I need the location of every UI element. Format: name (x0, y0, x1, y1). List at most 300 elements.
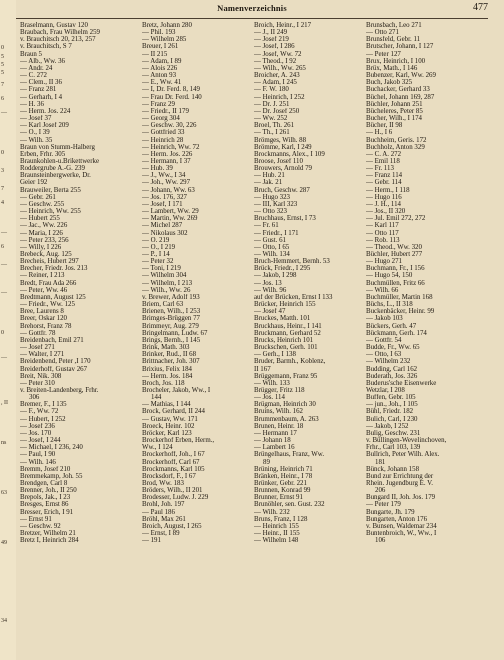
index-entry: Bruch-Hemmert, Bernh. 53 (254, 258, 330, 266)
index-entry: Bretz I, Heinrich 284 (20, 537, 79, 545)
index-entry: — Otto 117 (366, 229, 399, 237)
index-entry: — Paul 186 (142, 508, 175, 516)
index-entry: Brux, Heinrich, I 100 (366, 57, 426, 65)
margin-mark: — (1, 230, 7, 236)
index-entry: — Wilh. 146 (20, 458, 56, 466)
index-entry: — Peter 127 (366, 50, 401, 58)
index-entry: — Hubert 255 (20, 215, 60, 223)
index-entry: Brings, Bernh., I 145 (142, 336, 201, 344)
index-entry: — Wilhelm, I 213 (142, 279, 193, 287)
index-entry: Brunner, Ernst 91 (254, 494, 303, 502)
index-entry: Brunöhler, sen. Gust. 232 (254, 501, 325, 509)
index-entry: — Jul. Emil 272, 272 (366, 215, 426, 223)
index-entry: v. Breiten-Landenberg, Frhr. (20, 386, 99, 394)
index-entry: Broicher, A. 243 (254, 72, 300, 80)
index-entry: Budde, Fr., Ww. 65 (366, 344, 420, 352)
index-entry: Brocheler, Jakob, Ww., I (142, 386, 211, 394)
index-entry: — Josef 219 (254, 36, 289, 44)
index-entry: Frhr., Carl 103, 139 (366, 444, 421, 452)
margin-mark: — (1, 355, 7, 361)
index-entry: Brunsfeld, Gebr. 11 (366, 36, 421, 44)
index-entry: Brouwers, Arnold 79 (254, 165, 312, 173)
index-entry: — Gottfr. 54 (366, 336, 402, 344)
index-entry: Bruckschen, Gerh. 101 (254, 344, 318, 352)
index-entry: Brocksdorf, F., I 67 (142, 472, 196, 480)
index-entry: Bruckmann, Gerhard 52 (254, 329, 321, 337)
index-entry: Bückers, Gerh. 47 (366, 322, 417, 330)
index-entry: — Jak. 21 (254, 179, 283, 187)
index-entry: — Peter 32 (142, 258, 174, 266)
margin-mark: 34 (1, 618, 7, 624)
index-entry: Bubenzer, Karl, Ww. 269 (366, 72, 436, 80)
index-entry: — E., Ww. 41 (142, 79, 182, 87)
index-entry: Buckenbäcker, Heinr. 99 (366, 308, 435, 316)
index-entry: — Rob. 113 (366, 236, 400, 244)
index-column-2 (142, 22, 252, 544)
index-page (16, 0, 504, 660)
index-entry: — Josef, Ww. 72 (254, 50, 302, 58)
index-entry: 206 (375, 487, 386, 495)
index-entry: — Otto, I 63 (366, 351, 402, 359)
index-entry: — Gebr. 261 (20, 193, 56, 201)
index-entry: Buchacker, Gerhard 33 (366, 86, 430, 94)
index-entry: II 167 (254, 365, 271, 373)
index-entry: Brod, Ww. 183 (142, 480, 184, 487)
index-entry: — Dr. J. 251 (254, 100, 290, 108)
index-entry: — Adam, I 89 (142, 57, 182, 65)
index-entry: — Fr. 113 (366, 165, 394, 173)
index-entry: Bückmann, Gerh. 174 (366, 329, 427, 337)
index-entry: — Walter, I 271 (20, 351, 65, 359)
index-entry: Brömges, Wilh. 88 (254, 136, 307, 144)
index-entry: Büchs, L., II 318 (366, 301, 413, 309)
margin-mark: 6 (1, 96, 4, 102)
index-entry: — F., Ww. 72 (20, 408, 59, 416)
index-entry: Braun 5 (20, 50, 43, 58)
index-entry: Brünker, Gebr. 221 (254, 480, 307, 487)
index-entry: Brimmeyr, Aug. 279 (142, 322, 199, 330)
index-entry: Buntenbroich, W., Ww., I (366, 530, 437, 538)
index-entry: Ww., I 124 (142, 444, 173, 452)
index-entry: Bulich, Carl, I 230 (366, 415, 418, 423)
index-entry: Broich, Heinr., I 217 (254, 22, 312, 29)
index-entry: Bretz, Johann 280 (142, 22, 192, 29)
index-entry: Bruder, Barmh., Koblenz, (254, 358, 326, 366)
index-entry: — Mathias, I 144 (142, 401, 191, 409)
index-entry: Roddergrube A.-G. 239 (20, 165, 85, 173)
index-entry: Brink, Math. 303 (142, 344, 190, 352)
index-entry: — O., I 39 (20, 129, 50, 137)
index-entry: — Herm. Jos. 224 (20, 107, 71, 115)
index-entry: — Wilh. 232 (254, 508, 290, 516)
index-entry: Breer, Oskar 120 (20, 315, 67, 323)
index-entry: Erben, Frhr. 305 (20, 150, 66, 158)
index-entry: Braselmann, Gustav 120 (20, 22, 88, 29)
index-entry: Bühl, Friedr. 182 (366, 408, 414, 416)
index-entry: — Heinrich, Ww. 72 (142, 143, 200, 151)
index-entry: — Johann 18 (254, 437, 291, 445)
previous-page-edge (0, 0, 17, 660)
margin-mark: 4 (1, 200, 4, 206)
index-entry: — Friedr., I 171 (254, 229, 299, 237)
index-entry: 89 (263, 458, 270, 466)
margin-mark: — (1, 290, 7, 296)
index-entry: Bree, Laurens 8 (20, 308, 64, 316)
margin-mark: — (1, 110, 7, 116)
index-entry: — Gebr. 114 (366, 179, 402, 187)
margin-mark: , II (1, 400, 8, 406)
index-entry: 306 (29, 394, 40, 402)
index-entry: Brock, Gerhard, II 244 (142, 408, 205, 416)
index-entry: Büchler, Johann 251 (366, 100, 423, 108)
index-entry: — Ernst, I 89 (142, 530, 180, 538)
index-entry: — Jakob 103 (366, 315, 403, 323)
index-entry: — Heinrich 155 (254, 522, 299, 530)
index-entry: Bresser, Erich, I 91 (20, 508, 74, 516)
index-entry: Bredtmann, August 125 (20, 293, 86, 301)
index-entry: — Peter 233, 256 (20, 236, 69, 244)
index-entry: Büchel, Johann 169, 287 (366, 93, 435, 101)
index-entry: — Reiner, I 213 (20, 272, 65, 280)
index-entry: Bremm, Josef 210 (20, 465, 71, 473)
margin-mark: 0 (1, 330, 4, 336)
index-entry: — Fr. 61 (254, 222, 279, 230)
index-entry: Brockerhof Erben, Herm., (142, 437, 215, 445)
index-entry: — Peter 179 (366, 501, 401, 509)
index-entry: — Geschw. 92 (20, 522, 61, 530)
index-entry: — Wilh. 134 (254, 251, 290, 258)
index-entry: — jun., Joh., I 105 (366, 401, 418, 409)
index-entry: Buchmann, Fr., I 156 (366, 265, 425, 273)
index-entry: Brüning, Heinrich 71 (254, 465, 313, 473)
index-entry: Broich, August, I 265 (142, 522, 202, 530)
index-entry: Brockerhoff, Carl 67 (142, 458, 200, 466)
index-entry: Bruins, Wilh. 162 (254, 408, 303, 416)
index-entry: — Josef, I 286 (254, 43, 295, 51)
index-entry: Buch, Jakob 325 (366, 79, 413, 87)
index-entry: Breit, Nik. 308 (20, 372, 62, 380)
index-entry: Bund zur Errichtung der (366, 472, 434, 480)
index-entry: — Hugo 54, 150 (366, 272, 413, 280)
index-entry: Brömme, Karl, I 249 (254, 143, 312, 151)
index-entry: Buderath, Jos. 326 (366, 372, 418, 380)
index-entry: Bruckes, Matth. 101 (254, 315, 311, 323)
index-entry: — C. A. 272 (366, 150, 402, 158)
index-entry: — Wilh., Ww. 265 (254, 64, 306, 72)
index-entry: — Wilh. 96 (254, 286, 287, 294)
index-entry: — Clem., II 36 (20, 79, 62, 87)
index-entry: — Heinrich, I 252 (254, 93, 305, 101)
index-entry: Bünck, Johann 158 (366, 465, 420, 473)
index-entry: — Maria, I 226 (20, 229, 63, 237)
index-entry: — Josef, I 171 (142, 200, 183, 208)
index-entry: — Franz 114 (366, 172, 403, 180)
index-entry: — Lambert, Ww. 29 (142, 208, 199, 216)
margin-mark: 3 (1, 168, 4, 174)
index-entry: — Franz 29 (142, 100, 175, 108)
index-entry: Brügger, Fritz 118 (254, 386, 305, 394)
index-entry: — Nikolaus 302 (142, 229, 188, 237)
index-entry: — O. 219 (142, 236, 170, 244)
index-entry: Büchler, Hubert 277 (366, 251, 423, 258)
index-entry: Broeck, Heinr. 102 (142, 422, 195, 430)
index-entry: — Gust. 61 (254, 236, 286, 244)
index-entry: Broel, Th. 261 (254, 122, 295, 130)
index-entry: — Theod., I 92 (254, 57, 297, 65)
index-entry: Bremer, F., I 135 (20, 401, 67, 409)
margin-mark: 7 (1, 186, 4, 192)
index-column-4 (366, 22, 476, 544)
index-entry: — Emil 118 (366, 157, 400, 165)
index-entry: — II 215 (142, 50, 168, 58)
index-entry: 181 (375, 458, 386, 466)
margin-mark: 5 (1, 62, 4, 68)
index-entry: Bücher, II 98 (366, 122, 403, 130)
index-entry: — Andr. 24 (20, 64, 53, 72)
margin-mark: ns (1, 440, 7, 446)
index-entry: — Jos. 170 (20, 429, 52, 437)
index-entry: — Heinrich 28 (142, 136, 184, 144)
index-entry: Bungarte, Jh. 179 (366, 508, 415, 516)
index-entry: Breidenbach, Emil 271 (20, 336, 84, 344)
index-entry: — J. H., 114 (366, 200, 401, 208)
index-entry: — Geschw. 255 (20, 200, 65, 208)
index-entry: Bungarten, Anton 176 (366, 515, 428, 523)
index-entry: — C. 272 (20, 72, 47, 80)
index-entry: — Hubert, I 252 (20, 415, 66, 423)
index-entry: — I, Dr. Ferd. 8, 149 (142, 86, 200, 94)
index-entry: Geier 192 (20, 179, 48, 187)
index-entry: — Hugo 116 (366, 193, 402, 201)
index-entry: v. Brauchitsch, S 7 (20, 43, 72, 51)
index-entry: Brauweiler, Berta 255 (20, 186, 81, 194)
index-entry: Bücheleres, Peter 85 (366, 107, 423, 115)
index-entry: — Hub. 39 (142, 165, 173, 173)
index-entry: — Toni, I 219 (142, 265, 181, 273)
index-entry: Brüngelhaus, Franz, Ww. (254, 451, 325, 459)
index-entry: — Friedr., II 179 (142, 107, 189, 115)
index-entry: Buchheim, Geris. 172 (366, 136, 427, 144)
index-entry: Brixius, Felix 184 (142, 365, 192, 373)
index-entry: Brockerhoff, Joh., I 67 (142, 451, 205, 459)
index-entry: — Josef 47 (254, 308, 286, 316)
index-entry: — Hermann 17 (254, 429, 297, 437)
index-entry: Breiderhoff, Gustav 267 (20, 365, 88, 373)
index-entry: v. Büllingen-Wevelinchoven, (366, 437, 447, 445)
index-entry: — Heinrich, Ww. 255 (20, 208, 81, 216)
index-entry: Braubach, Frau Wilhelm 259 (20, 29, 100, 37)
index-entry: — Alois 226 (142, 64, 178, 72)
index-entry: Buchmüllen, Fritz 66 (366, 279, 425, 287)
index-entry: — Ernst 91 (20, 515, 52, 523)
index-entry: — Dr. Josef 250 (254, 107, 300, 115)
index-entry: Buffen, Gebr. 105 (366, 394, 416, 402)
index-entry: Bretzer, Wilhelm 21 (20, 530, 76, 538)
index-entry: Brunen, Heinr. 18 (254, 422, 304, 430)
index-entry: — Wilh. 35 (20, 136, 53, 144)
index-entry: — Theod., Ww. 320 (366, 243, 422, 251)
index-entry: Bränken, Heinr., I 78 (254, 472, 313, 480)
index-entry: — H., I 6 (366, 129, 393, 137)
index-entry: Broose, Josef 110 (254, 157, 303, 165)
index-entry: — Gottfr. 78 (20, 329, 56, 337)
index-entry: Brockmanns, Alex., I 109 (254, 150, 325, 158)
index-entry: — Karl 117 (366, 222, 399, 230)
margin-mark: 0 (1, 45, 4, 51)
index-entry: Bröhl, Max 261 (142, 515, 186, 523)
index-entry: — J., Ww., I 34 (142, 172, 186, 180)
index-entry: — Ww. 252 (254, 115, 288, 123)
index-entry: — H. 36 (20, 100, 44, 108)
index-entry: Bresges, Ernst 86 (20, 501, 69, 509)
index-entry: 144 (151, 394, 162, 402)
index-entry: — Jos. 114 (254, 394, 285, 402)
index-entry: — O., I 219 (142, 243, 176, 251)
index-entry: Brebeck, Aug. 125 (20, 251, 72, 258)
index-entry: — Jakob, I 298 (254, 272, 297, 280)
index-entry: — Josef 236 (20, 422, 55, 430)
index-entry: — F. W. 180 (254, 86, 289, 94)
index-entry: Broch, Jos. 118 (142, 379, 185, 387)
index-entry: — Phil. 193 (142, 29, 176, 37)
index-entry: Bröcker, Karl 123 (142, 429, 192, 437)
margin-mark: — (1, 262, 7, 268)
index-entry: — Adam, I 245 (254, 79, 297, 87)
index-entry: — Herm., I 118 (366, 186, 410, 194)
index-entry: — Johann, Ww. 63 (142, 186, 195, 194)
index-entry: Brohl, Joh. 197 (142, 501, 185, 509)
index-entry: Buchholz, Anton 329 (366, 143, 425, 151)
index-entry: Bröders, Wilh., II 201 (142, 487, 203, 495)
index-entry: — Gustav, Ww. 171 (142, 415, 198, 423)
index-entry: — Paul, I 90 (20, 451, 56, 459)
page-header (16, 3, 488, 19)
index-column-1 (20, 22, 130, 544)
index-entry: Breidenbend, Peter ,I 170 (20, 358, 91, 366)
index-entry: Briem, Carl 63 (142, 301, 184, 309)
index-entry: — Willy, I 226 (20, 243, 62, 251)
index-entry: — Anton 93 (142, 72, 177, 80)
index-entry: Brecheis, Hubert 297 (20, 258, 79, 266)
index-entry: Brimges-Brüggen 77 (142, 315, 200, 323)
index-entry: Buderus'sche Eisenwerke (366, 379, 437, 387)
index-entry: — Josef 271 (20, 344, 55, 352)
margin-mark: 63 (1, 490, 7, 496)
index-entry: — Jos., II 320 (366, 208, 406, 216)
index-entry: — Karl Josef 209 (20, 122, 69, 130)
index-entry: Rhein. Jugendburg E. V. (366, 480, 433, 487)
margin-mark: 6 (1, 244, 4, 250)
index-entry: — Otto 323 (254, 208, 287, 216)
index-entry: — Hermann, I 37 (142, 157, 191, 165)
index-entry: — III, Karl 323 (254, 200, 298, 208)
index-entry: — Jakob, I 252 (366, 422, 409, 430)
index-entry: — Hugo 323 (254, 193, 290, 201)
index-entry: Bulig, Geschw. 231 (366, 429, 421, 437)
index-entry: v. Brewer, Adolf 193 (142, 293, 200, 301)
margin-mark: 5 (1, 54, 4, 60)
index-entry: Budding, Carl 162 (366, 365, 418, 373)
page-number: 477 (473, 2, 488, 13)
index-entry: — Frau Dr. Ferd. 140 (142, 93, 202, 101)
index-entry: — Jos. 13 (254, 279, 282, 287)
margin-mark: 0 (1, 150, 4, 156)
index-entry: Brockmanns, Karl 105 (142, 465, 205, 473)
index-entry: — P., I 14 (142, 251, 170, 258)
index-entry: auf der Brücken, Ernst I 133 (254, 293, 333, 301)
index-entry: Brück, Friedr., I 295 (254, 265, 311, 273)
index-entry: — Wilhelm 232 (366, 358, 411, 366)
index-entry: Brendgen, Carl 8 (20, 480, 68, 487)
index-entry: — Jos. 176, 327 (142, 193, 187, 201)
index-entry: — Gerh., I 138 (254, 351, 296, 359)
index-entry: Brügman, Heinrich 30 (254, 401, 316, 409)
index-entry: — Otto 271 (366, 29, 399, 37)
index-entry: Brienen, Wilh., I 253 (142, 308, 201, 316)
index-entry: Brittnacher, Joh. 307 (142, 358, 200, 366)
index-entry: — Michel 287 (142, 222, 183, 230)
index-entry: v. Brauchitsch 20, 213, 257 (20, 36, 96, 44)
index-entry: v. Bunsen, Waldemar 234 (366, 522, 437, 530)
index-entry: Bringelmann, Ludw. 67 (142, 329, 208, 337)
index-entry: — Josef, I 244 (20, 437, 61, 445)
index-entry: Brummenbaum, A. 263 (254, 415, 319, 423)
index-entry: — Wilhelm 304 (142, 272, 187, 280)
index-entry: Bruns, Franz, I 128 (254, 515, 308, 523)
margin-mark: 49 (1, 540, 7, 546)
index-entry: Brunsbach, Leo 271 (366, 22, 422, 29)
index-entry: Brehorst, Franz 78 (20, 322, 72, 330)
index-entry: — Hub. 21 (254, 172, 285, 180)
index-entry: — Friedr., Ww. 125 (20, 301, 75, 309)
index-entry: Brüx, Math., I 146 (366, 64, 418, 72)
index-entry: Bremmekamp, Joh. 55 (20, 472, 83, 480)
index-entry: — Herm. Jos. 226 (142, 150, 193, 158)
index-entry: — Hugo 271 (366, 258, 402, 266)
index-entry: Brepols, Jak., I 23 (20, 494, 71, 502)
index-entry: — Lambert 16 (254, 444, 295, 452)
index-entry: Braunsteinbergwerke, Dr. (20, 172, 91, 180)
index-entry: — Peter 310 (20, 379, 55, 387)
index-entry: — Martin, Ww. 269 (142, 215, 198, 223)
margin-mark: 7 (1, 82, 4, 88)
index-entry: — Herm. Jos. 184 (142, 372, 193, 380)
index-entry: — Wilh. 66 (366, 286, 399, 294)
page-title: Namenverzeichnis (217, 3, 287, 13)
index-entry: — Josef 37 (20, 115, 52, 123)
header-rule (16, 18, 488, 19)
index-entry: Bungard II, Joh. Jos. 179 (366, 494, 436, 502)
index-entry: Brucks, Heinrich 101 (254, 336, 314, 344)
index-entry: Bredt, Frau Ada 266 (20, 279, 77, 287)
index-entry: Bruchhaus, Ernst, I 73 (254, 215, 316, 223)
index-entry: — Otto, I 65 (254, 243, 290, 251)
index-entry: — Wilh., Ww. 26 (142, 286, 191, 294)
index-entry: — Wilhelm 285 (142, 36, 187, 44)
index-entry: Breuer, I 261 (142, 43, 179, 51)
index-entry: Brücker, Heinrich 155 (254, 301, 316, 309)
index-entry: — Michael, I 236, 240 (20, 444, 83, 452)
index-entry: — Geschw. 30, 226 (142, 122, 197, 130)
index-entry: — Gottfried 33 (142, 129, 185, 137)
index-entry: Brutscher, Johann, I 127 (366, 43, 434, 51)
index-entry: — Joh., Ww. 297 (142, 179, 191, 187)
index-entry: — J., II 249 (254, 29, 288, 37)
index-entry: Brinker, Rud., II 68 (142, 351, 197, 359)
index-entry: Brenner, Joh., II 250 (20, 487, 77, 495)
index-entry: Bruch, Geschw. 287 (254, 186, 310, 194)
index-entry: — Alb., Ww. 36 (20, 57, 65, 65)
